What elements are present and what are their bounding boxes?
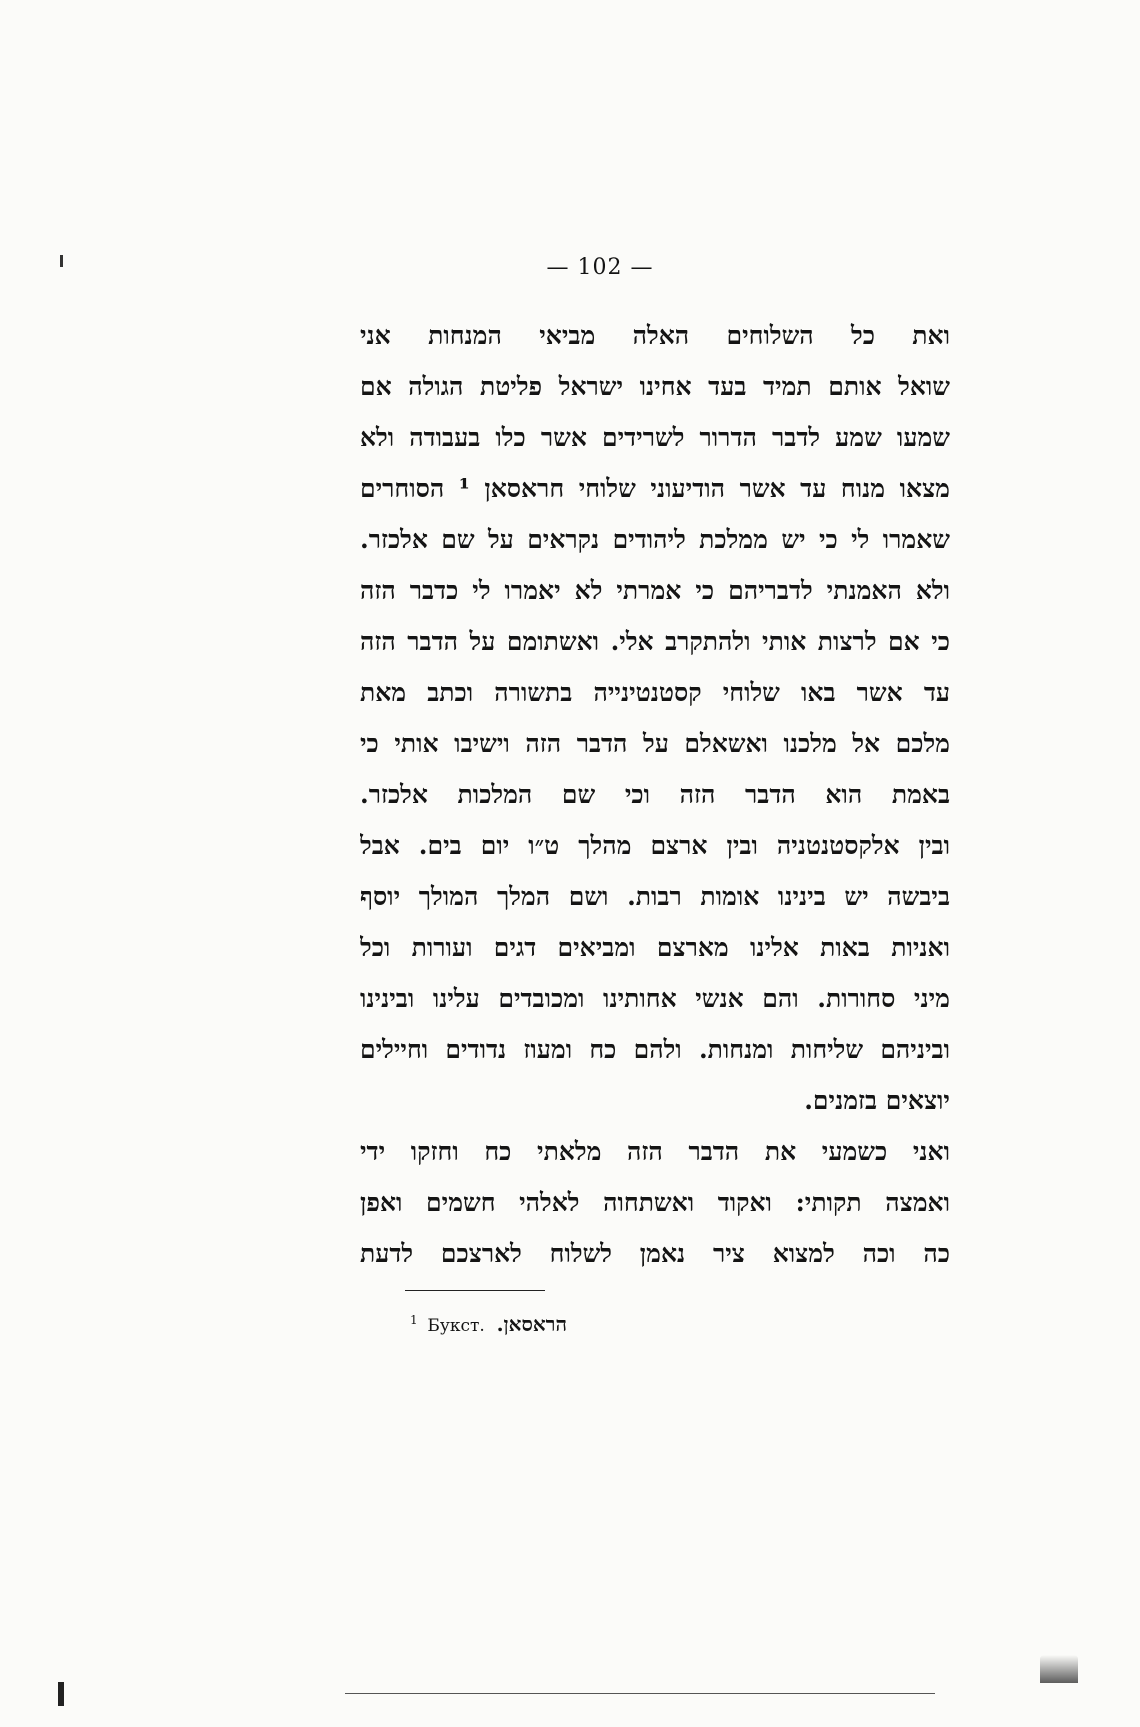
text-line: ביבשה יש בינינו אומות רבות. ושם המלך המולך יוסף <box>360 882 950 911</box>
footnote <box>410 1312 567 1337</box>
text-line: ואמצה תקותי: ואקוד ואשתחוה לאלהי חשמים ואפן <box>360 1188 950 1217</box>
text-line: ואת כל השלוחים האלה מביאי המנחות אני <box>360 321 950 350</box>
footnote-marker: 1 <box>410 1313 418 1327</box>
text-line: שואל אותם תמיד בעד אחינו ישראל פליטת הגולה אם <box>360 372 950 401</box>
margin-speck <box>58 1682 64 1706</box>
footnote-divider <box>405 1290 545 1291</box>
page-number: — 102 — <box>546 255 654 280</box>
text-line: ואני כשמעי את הדבר הזה מלאתי כח וחזקו ידי <box>360 1137 950 1166</box>
text-line: מלכם אל מלכנו ואשאלם על הדבר הזה וישיבו אותי כי <box>360 729 950 758</box>
text-line: שאמרו לי כי יש ממלכת ליהודים נקראים על שם אלכזר. <box>360 525 950 554</box>
bottom-edge-line <box>345 1693 935 1694</box>
print-smudge <box>1040 1655 1078 1683</box>
main-text-block <box>360 310 950 1279</box>
text-line: כה וכה למצוא ציר נאמן לשלוח לארצכם לדעת <box>360 1239 950 1268</box>
text-line: באמת הוא הדבר הזה וכי שם המלכות אלכזר. <box>360 780 950 809</box>
text-line: כי אם לרצות אותי ולהתקרב אלי. ואשתומם על הדבר הזה <box>360 627 950 656</box>
text-line: שמעו שמע לדבר הדרור לשרידים אשר כלו בעבודה ולא <box>360 423 950 452</box>
text-line: מיני סחורות. והם אנשי אחותינו ומכובדים עלינו ובינינו <box>360 984 950 1013</box>
text-line: ואניות באות אלינו מארצם ומביאים דגים ועורות וכל <box>360 933 950 962</box>
text-line: ולא האמנתי לדבריהם כי אמרתי לא יאמרו לי כדבר הזה <box>360 576 950 605</box>
footnote-text: הראסאן. <box>496 1312 568 1336</box>
text-line: עד אשר באו שלוחי קסטנטינייה בתשורה וכתב מאת <box>360 678 950 707</box>
text-line: יוצאים בזמנים. <box>804 1086 950 1115</box>
footnote-abbreviation: Букст. <box>427 1316 485 1336</box>
text-line: ובין אלקסטנטניה ובין ארצם מהלך ט״ו יום בים. אבל <box>360 831 950 860</box>
text-line: מצאו מנוח עד אשר הודיעוני שלוחי חראסאן ¹ הסוחרים <box>360 474 950 503</box>
text-line: וביניהם שליחות ומנחות. ולהם כח ומעוז נדודים וחיילים <box>360 1035 950 1064</box>
